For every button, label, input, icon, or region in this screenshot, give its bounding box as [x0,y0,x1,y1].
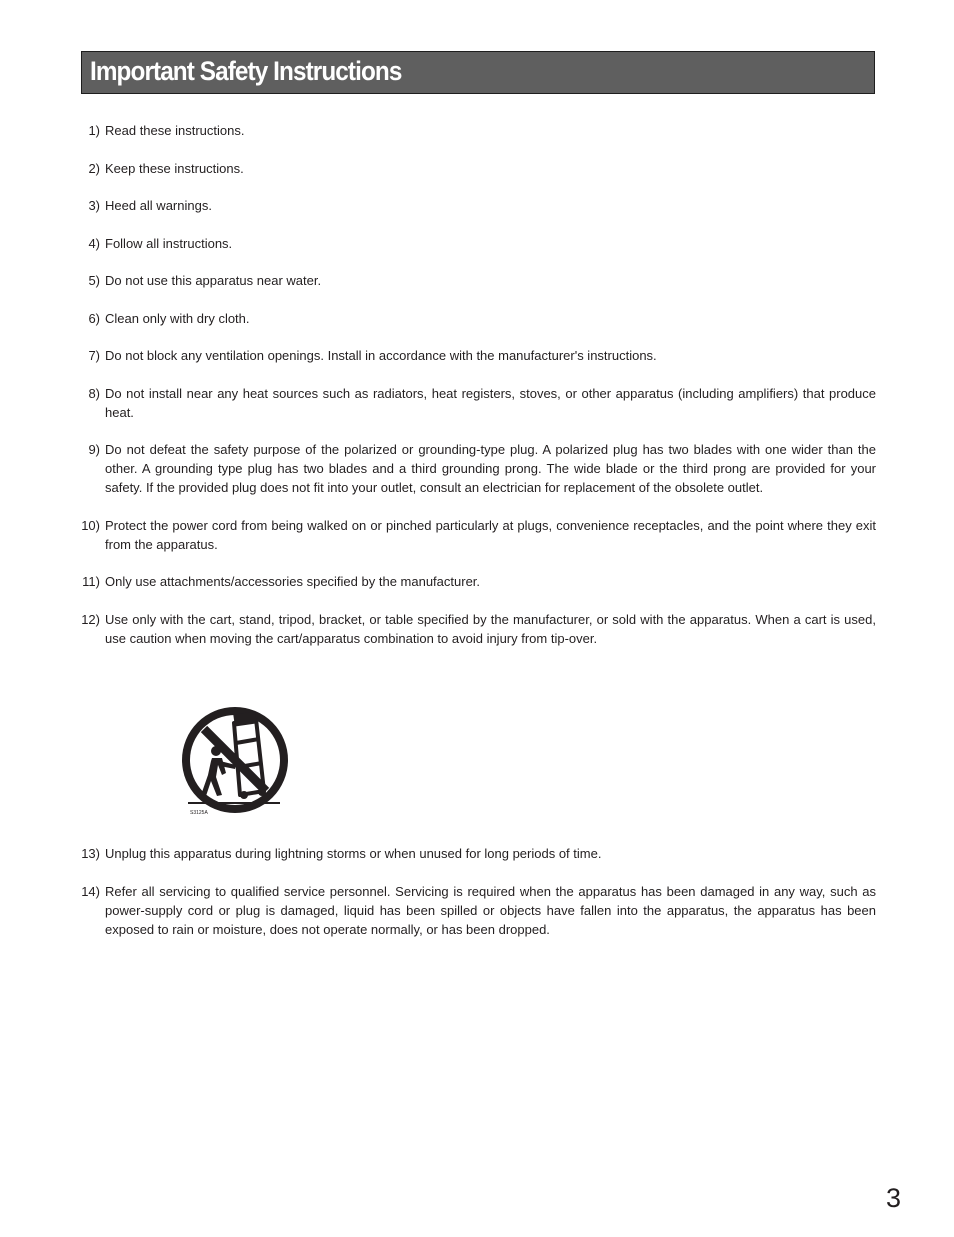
item-number: 8) [88,385,100,401]
item-number: 13) [81,846,100,861]
page-number: 3 [886,1183,902,1213]
list-item [78,271,876,290]
item-number: 2) [88,160,100,176]
item-text: Read these instructions. [105,123,245,138]
list-item [78,121,876,140]
item-number: 10) [81,517,100,533]
list-item [78,234,876,253]
item-text: Do not defeat the safety purpose of the polarized or grounding-type plug. A polarized plug has two blades with one wider than the other. A grounding type plug has two blades and a third grounding prong. The wide blade or the third prong are provided for your safety. If the provided plug does not fit into your outlet, consult an electrician for replacement of the obsolete outlet. [105,442,876,495]
list-item [78,196,876,215]
item-number: 5) [88,273,100,288]
item-text: Only use attachments/accessories specified by the manufacturer. [105,574,481,589]
item-number: 4) [88,235,100,251]
list-item [78,610,876,648]
item-text: Clean only with dry cloth. [105,310,250,326]
list-item [78,516,876,554]
item-number: 12) [81,611,100,627]
list-item [78,572,876,591]
item-text: Use only with the cart, stand, tripod, bracket, or table specified by the manufacturer, or sold with the apparatus. When a cart is used, use caution when moving the cart/apparatus combination to avoid injury from tip-over. [105,611,876,646]
cart-tip-over-warning-icon [178,703,298,823]
title-bar [81,51,875,94]
item-text: Keep these instructions. [105,160,244,176]
list-item [78,346,876,365]
list-item [78,309,876,328]
list-item [78,844,876,863]
item-number: 7) [88,348,100,363]
list-item [78,384,876,422]
item-text: Do not install near any heat sources such as radiators, heat registers, stoves, or other apparatus (including amplifiers) that produce heat. [105,385,876,420]
item-text: Unplug this apparatus during lightning storms or when unused for long periods of time. [105,846,602,861]
item-text: Protect the power cord from being walked on or pinched particularly at plugs, convenience receptacles, and the point where they exit from the apparatus. [105,517,876,552]
item-number: 6) [88,310,100,326]
item-text: Do not use this apparatus near water. [105,273,322,288]
item-number: 1) [88,123,100,138]
page-title: Important Safety Instructions [90,56,402,86]
item-number: 9) [88,442,100,457]
item-text: Do not block any ventilation openings. Install in accordance with the manufacturer's instructions. [105,348,657,363]
list-item [78,882,876,939]
item-number: 11) [82,574,100,589]
item-number: 3) [88,198,100,213]
list-item [78,440,876,497]
item-text: Refer all servicing to qualified service personnel. Servicing is required when the apparatus has been damaged in any way, such as power-supply cord or plug is damaged, liquid has been spilled or objects have fallen into the apparatus, the apparatus has been exposed to rain or moisture, does not operate normally, or has been dropped. [105,883,876,937]
item-text: Follow all instructions. [105,235,233,251]
item-text: Heed all warnings. [105,198,212,213]
list-item [78,159,876,178]
figure-code: S3125A [190,810,208,816]
instruction-list [78,121,876,957]
item-number: 14) [81,883,100,899]
